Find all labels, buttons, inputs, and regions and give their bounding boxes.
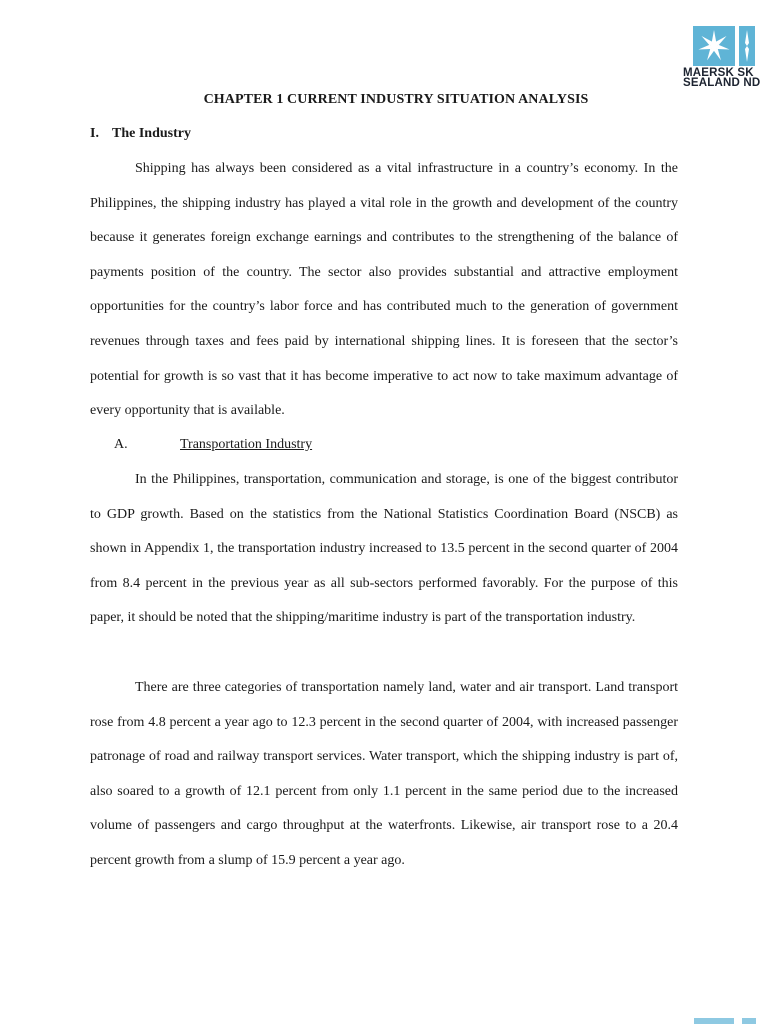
subsection-title: Transportation Industry <box>180 437 313 452</box>
section-number: I. <box>90 126 99 141</box>
body-paragraph-3: There are three categories of transportation namely land, water and air transport. Land transport rose from 4.8 percent a year ago to 12.3 percent in the second quarter of 2004, with increased passenger patronage of road and railway transport services. Water transport, which the shipping industry is part of, also soared to a growth of 12.1 percent from only 1.1 percent in the same period due to the increased volume of passengers and cargo throughput at the waterfronts. Likewise, air transport rose to a 20.4 percent growth from a slump of 15.9 percent a year ago. <box>90 680 678 868</box>
logo-fragment-icon <box>739 26 755 66</box>
logo-line-1: MAERSK SK <box>683 67 754 79</box>
company-logo <box>681 26 768 92</box>
subsection-letter: A. <box>114 437 128 452</box>
logo-wordmark <box>683 68 768 88</box>
footer-logo-fragment <box>694 1018 734 1024</box>
body-paragraph-2: In the Philippines, transportation, communication and storage, is one of the biggest contributor to GDP growth. Based on the statistics from the National Statistics Coordination Board (NSCB) as shown in Appendix 1, the transportation industry increased to 13.5 percent in the second quarter of 2004 from 8.4 percent in the previous year as all sub-sectors performed favorably. For the purpose of this paper, it should be noted that the shipping/maritime industry is part of the transportation industry. <box>90 472 678 626</box>
subsection-heading <box>114 437 312 453</box>
chapter-title: CHAPTER 1 CURRENT INDUSTRY SITUATION ANALYSIS <box>203 92 589 107</box>
body-paragraph-1: Shipping has always been considered as a vital infrastructure in a country’s economy. In the Philippines, the shipping industry has played a vital role in the growth and development of the country because it generates foreign exchange earnings and contributes to the strengthening of the balance of payments position of the country. The sector also provides substantial and attractive employment opportunities for the country’s labor force and has contributed much to the generation of government revenues through taxes and fees paid by international shipping lines. It is foreseen that the sector’s potential for growth is so vast that it has become imperative to act now to take maximum advantage of every opportunity that is available. <box>90 161 678 419</box>
section-title: The Industry <box>112 126 191 141</box>
logo-line-2: SEALAND ND <box>683 77 761 89</box>
section-heading <box>90 126 191 142</box>
star-logo-icon <box>693 26 735 66</box>
footer-logo-fragment-2 <box>742 1018 756 1024</box>
